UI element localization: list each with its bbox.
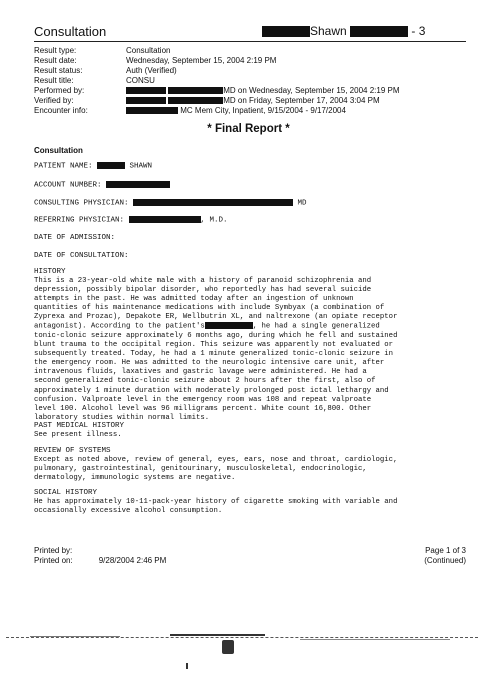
continued-label: (Continued) (424, 556, 466, 565)
history-text-b: tonic-clonic seizure approximately 6 months ago, during which he fell and sustained blunt trauma to the occipital region. This seizure was apparently not evaluated or subsequently treated. Today, he had a 1 minute generalized tonic-clonic seizure in the emergency room. He was admitted to the neurologic intensive care unit, after intravenous fluids, laxatives and gastric lavage were administered. He had a second generalized tonic-clonic seizure about 2 hours after the first, also of approximately 1 minute duration with moderately prolonged post ictal lethargy and confusion. Valproate level in the emergency room was 108 and repeat valproate level 100. Alcohol level was 96 milligrams percent. White count 16,800. Other laboratory studies within normal limits. (34, 331, 398, 422)
meta-label-result-status: Result status: (34, 66, 83, 75)
redaction-bar (262, 26, 310, 37)
page-number: Page 1 of 3 (425, 546, 466, 555)
printed-by-label: Printed by: (34, 546, 73, 555)
review-heading: REVIEW OF SYSTEMS (34, 447, 111, 455)
printed-on-label: Printed on: (34, 556, 73, 565)
redaction-bar (126, 107, 178, 114)
meta-value-result-title: CONSU (126, 76, 155, 85)
redaction-bar (129, 216, 201, 223)
scan-artifact (222, 640, 234, 654)
footer-left (34, 546, 166, 566)
redaction-bar (168, 97, 223, 104)
report-heading: * Final Report * (207, 123, 290, 135)
field-date-of-consultation: DATE OF CONSULTATION: (34, 252, 129, 260)
social-text: He has approximately 10-11-pack-year history of cigarette smoking with variable and occasionally excessive alcohol consumption. (34, 498, 398, 516)
section-title: Consultation (34, 146, 83, 155)
redaction-bar (97, 162, 125, 169)
header-patient-first: Shawn (310, 24, 347, 38)
performed-by-text: MD on Wednesday, September 15, 2004 2:19 PM (223, 86, 400, 95)
printed-on-row (34, 556, 166, 566)
redaction-bar (126, 87, 166, 94)
history-text-a: This is a 23-year-old white male with a history of paranoid schizophrenia and depression, possibly bipolar disorder, who reportedly has had several suicide attempts in the past. He was admitted today after an ingestion of unknown quantities of his maintenance medications with include Symbyax (a combination of Zyprexa and Prozac), Depakote ER, Wellbutrin XL, and naltrexone (an opiate receptor antagonist). According to the patient's (34, 277, 398, 331)
review-text: Except as noted above, review of general, eyes, ears, nose and throat, cardiologic, pulmonary, gastrointestinal, genitourinary, musculoskeletal, endocrinologic, dermatology, immunologic systems are negative. (34, 456, 398, 483)
field-patient-name (34, 162, 152, 171)
meta-value-verified-by (126, 96, 380, 106)
verified-by-text: MD on Friday, September 17, 2004 3:04 PM (223, 96, 380, 105)
history-heading: HISTORY (34, 268, 66, 276)
meta-label-performed-by: Performed by: (34, 86, 85, 95)
field-referring-physician (34, 216, 228, 225)
consulting-physician-suffix: MD (297, 199, 307, 208)
field-account-number (34, 181, 170, 190)
header-divider (34, 41, 466, 42)
scan-edge-line (6, 637, 478, 638)
redaction-bar (168, 87, 223, 94)
redaction-bar (205, 322, 253, 329)
account-number-label: ACCOUNT NUMBER: (34, 181, 102, 190)
meta-label-result-date: Result date: (34, 56, 77, 65)
meta-value-result-status: Auth (Verified) (126, 66, 177, 75)
meta-value-result-date: Wednesday, September 15, 2004 2:19 PM (126, 56, 277, 65)
meta-value-result-type: Consultation (126, 46, 171, 55)
meta-value-performed-by (126, 86, 399, 96)
redaction-bar (133, 199, 293, 206)
patient-name-value: SHAWN (129, 162, 153, 171)
meta-label-result-title: Result title: (34, 76, 74, 85)
meta-label-encounter-info: Encounter info: (34, 106, 88, 115)
field-consulting-physician (34, 199, 307, 208)
scan-artifact (186, 663, 188, 669)
document-title: Consultation (34, 24, 107, 39)
redaction-bar (126, 97, 166, 104)
past-medical-heading: PAST MEDICAL HISTORY (34, 422, 125, 430)
past-medical-text: See present illness. (34, 431, 122, 439)
patient-name-label: PATIENT NAME: (34, 162, 93, 171)
social-heading: SOCIAL HISTORY (34, 489, 98, 497)
scan-artifact (300, 639, 450, 640)
meta-value-encounter-info (126, 106, 346, 116)
meta-label-verified-by: Verified by: (34, 96, 74, 105)
referring-physician-suffix: , M.D. (200, 216, 228, 225)
redaction-bar (350, 26, 408, 37)
referring-physician-label: REFERRING PHYSICIAN: (34, 216, 125, 225)
footer-right (404, 546, 466, 566)
meta-label-result-type: Result type: (34, 46, 77, 55)
header-patient-suffix: - 3 (411, 24, 426, 38)
redaction-bar (106, 181, 170, 188)
scan-artifact (30, 636, 120, 637)
encounter-info-text: MC Mem City, Inpatient, 9/15/2004 - 9/17/2004 (180, 106, 346, 115)
header-patient-name (262, 24, 425, 38)
field-date-of-admission: DATE OF ADMISSION: (34, 234, 116, 242)
printed-on-value: 9/28/2004 2:46 PM (98, 556, 167, 565)
history-paragraph (34, 277, 466, 423)
scan-artifact (170, 634, 265, 636)
consulting-physician-label: CONSULTING PHYSICIAN: (34, 199, 129, 208)
history-text-a-tail: , he had a single generalized (252, 322, 380, 331)
